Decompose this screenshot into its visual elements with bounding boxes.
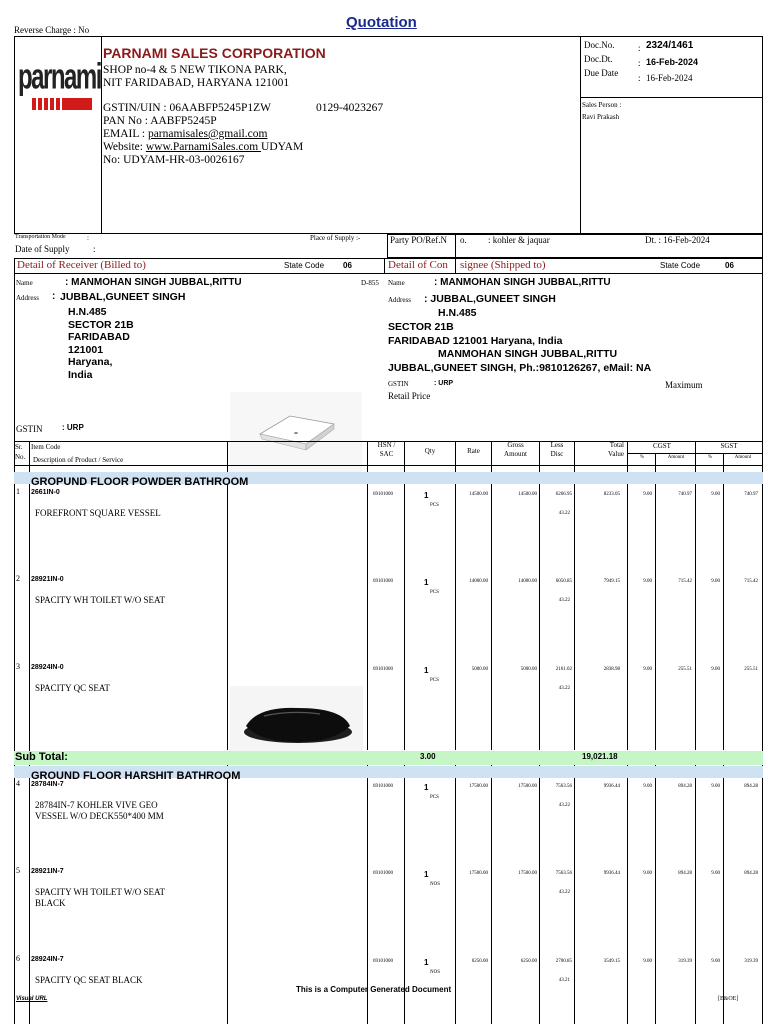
receiver-state-code-label: State Code [284, 261, 325, 270]
row-item-code: 28784IN-7 [31, 781, 64, 788]
row-sgst-amt: 319.39 [744, 959, 758, 964]
row-sgst-amt: 255.51 [744, 667, 758, 672]
row-item-code: 28924IN-7 [31, 956, 64, 963]
consignee-state-code: 06 [725, 261, 734, 270]
date-of-supply-label: Date of Supply [15, 244, 70, 254]
col-cgst: CGST [653, 442, 671, 450]
row-total: 8233.05 [603, 492, 620, 497]
col-sr: Sr. No. [15, 443, 26, 461]
consignee-address: SECTOR 21B FARIDABAD 121001 Haryana, India [388, 321, 563, 347]
row-gross: 14000.00 [518, 579, 537, 584]
row-cgst-pct: 9.00 [643, 667, 652, 672]
company-email: EMAIL : parnamisales@gmail.com [103, 128, 268, 140]
col-sgst-amt: Amount [734, 455, 752, 460]
row-sr: 5 [16, 866, 20, 875]
row-rate: 17500.00 [469, 871, 488, 876]
consignee-state-code-label: State Code [660, 261, 701, 270]
col-sgst-pct: % [707, 455, 713, 460]
row-hsn: 69101000 [373, 579, 393, 584]
row-gross: 17500.00 [518, 784, 537, 789]
row-qty: 1 [424, 666, 429, 675]
row-description: SPACITY QC SEAT BLACK [35, 975, 143, 985]
row-cgst-pct: 9.00 [643, 784, 652, 789]
row-cgst-pct: 9.00 [643, 871, 652, 876]
col-cgst-amt: Amount [667, 455, 685, 460]
row-rate: 6250.00 [471, 959, 488, 964]
row-cgst-pct: 9.00 [643, 579, 652, 584]
company-address: SHOP no-4 & 5 NEW TIKONA PARK, NIT FARIDABAD, HARYANA 121001 [103, 64, 290, 89]
website-link[interactable]: www.ParnamiSales.com [145, 141, 262, 153]
row-rate: 14000.00 [469, 579, 488, 584]
row-sgst-pct: 9.00 [711, 871, 720, 876]
row-disc-pct: 43.22 [558, 598, 570, 603]
col-qty: Qty [424, 447, 436, 455]
row-unit: NOS [430, 882, 441, 887]
col-disc: Less Disc [550, 441, 564, 458]
receiver-name-label: Name [16, 279, 33, 287]
row-unit: PCS [430, 795, 439, 800]
consignee-heading-b: signee (Shipped to) [460, 259, 546, 271]
row-sgst-amt: 894.28 [744, 871, 758, 876]
row-gross: 17500.00 [518, 871, 537, 876]
row-unit: PCS [430, 503, 439, 508]
row-item-code: 28921IN-0 [31, 576, 64, 583]
row-sgst-pct: 9.00 [711, 492, 720, 497]
computer-generated-note: This is a Computer Generated Document [296, 985, 452, 994]
row-gross: 14500.00 [518, 492, 537, 497]
row-cgst-amt: 740.97 [678, 492, 692, 497]
col-total: Total Value [608, 441, 624, 458]
company-logo: parnami [18, 60, 98, 110]
row-description: 28784IN-7 KOHLER VIVE GEO VESSEL W/O DECK550*400 MM [35, 800, 164, 821]
col-cgst-pct: % [639, 455, 645, 460]
row-sgst-amt: 715.42 [744, 579, 758, 584]
col-rate: Rate [467, 447, 480, 455]
eoe-note: [E&OE] [718, 996, 739, 1002]
consignee-address-line1: : JUBBAL,GUNEET SINGH [424, 293, 556, 305]
row-description: SPACITY WH TOILET W/O SEAT [35, 595, 166, 605]
row-qty: 1 [424, 578, 429, 587]
transport-mode-label: Transportation Mode [15, 234, 66, 240]
subtotal-value: 19,021.18 [582, 752, 618, 761]
receiver-address-line1: JUBBAL,GUNEET SINGH [60, 291, 186, 303]
receiver-heading: Detail of Receiver (Billed to) [17, 259, 146, 271]
row-item-code: 2661IN-0 [31, 489, 60, 496]
sales-person: Sales Person : Ravi Prakash [582, 101, 622, 121]
row-disc-pct: 43.22 [558, 890, 570, 895]
receiver-gstin-label: GSTIN [16, 424, 43, 434]
subtotal-row [14, 751, 763, 765]
row-sgst-pct: 9.00 [711, 579, 720, 584]
party-ref-date: Dt. : 16-Feb-2024 [645, 235, 710, 245]
row-description: SPACITY QC SEAT [35, 683, 110, 693]
place-of-supply-label: Place of Supply :- [310, 234, 361, 242]
row-total: 9936.44 [603, 871, 620, 876]
row-disc-pct: 43.22 [558, 511, 570, 516]
row-disc: 7563.56 [555, 871, 572, 876]
consignee-gstin: : URP [434, 380, 454, 387]
row-qty: 1 [424, 870, 429, 879]
row-item-code: 28921IN-7 [31, 868, 64, 875]
consignee-address-line5: MANMOHAN SINGH JUBBAL,RITTU [438, 348, 618, 360]
row-sr: 4 [16, 779, 20, 788]
consignee-gstin-label: GSTIN [388, 380, 409, 388]
row-description: FOREFRONT SQUARE VESSEL [35, 508, 161, 518]
row-sgst-pct: 9.00 [711, 784, 720, 789]
company-udyam: No: UDYAM-HR-03-0026167 [103, 154, 245, 166]
receiver-address: H.N.485 SECTOR 21B FARIDABAD 121001 Haryana, India [68, 306, 134, 381]
row-hsn: 69101000 [373, 667, 393, 672]
party-ref-value: : kohler & jaquar [488, 235, 550, 245]
receiver-state-code: 06 [343, 261, 352, 270]
row-disc-pct: 43.22 [558, 686, 570, 691]
consignee-address-line2: H.N.485 [438, 307, 477, 319]
doc-number: 2324/1461 [646, 40, 694, 51]
receiver-address-colon: : [52, 291, 56, 302]
email-link[interactable]: parnamisales@gmail.com [147, 128, 268, 140]
receiver-name: : MANMOHAN SINGH JUBBAL,RITTU [65, 277, 242, 288]
maximum-label: Maximum [665, 380, 703, 390]
consignee-address-label: Address [388, 296, 411, 304]
row-cgst-pct: 9.00 [643, 492, 652, 497]
consignee-name: : MANMOHAN SINGH JUBBAL,RITTU [434, 277, 611, 288]
row-disc-pct: 43.21 [558, 978, 570, 983]
row-sr: 2 [16, 574, 20, 583]
row-sr: 3 [16, 662, 20, 671]
row-sr: 6 [16, 954, 20, 963]
section-header: GROPUND FLOOR POWDER BATHROOM [14, 472, 763, 484]
due-date: 16-Feb-2024 [646, 73, 693, 83]
consignee-heading-a: Detail of Con [388, 259, 448, 271]
row-disc: 2161.02 [555, 667, 572, 672]
row-qty: 1 [424, 958, 429, 967]
reverse-charge: Reverse Charge : No [14, 25, 90, 35]
subtotal-label: Sub Total: [15, 751, 68, 763]
row-hsn: 69101000 [373, 959, 393, 964]
row-cgst-pct: 9.00 [643, 959, 652, 964]
date-of-supply-colon: : [93, 244, 96, 254]
company-phone: 0129-4023267 [316, 102, 384, 114]
row-disc: 6266.95 [555, 492, 572, 497]
consignee-name-label: Name [388, 279, 405, 287]
party-ref-o: o. [460, 235, 467, 245]
row-item-code: 28924IN-0 [31, 664, 64, 671]
section-header: GROUND FLOOR HARSHIT BATHROOM [14, 766, 763, 778]
doc-colons: : : : [638, 43, 641, 83]
row-disc-pct: 43.22 [558, 803, 570, 808]
row-sgst-amt: 894.28 [744, 784, 758, 789]
row-unit: PCS [430, 590, 439, 595]
row-total: 2838.98 [603, 667, 620, 672]
consignee-address-line6: JUBBAL,GUNEET SINGH, Ph.:9810126267, eMail: NA [388, 362, 652, 374]
row-cgst-amt: 255.51 [678, 667, 692, 672]
col-sgst: SGST [720, 442, 738, 450]
row-rate: 14500.00 [469, 492, 488, 497]
retail-price-label: Retail Price [388, 391, 431, 401]
row-cgst-amt: 894.28 [678, 784, 692, 789]
row-qty: 1 [424, 491, 429, 500]
row-rate: 17500.00 [469, 784, 488, 789]
visual-url-link[interactable]: Visual URL [16, 996, 48, 1002]
document-title: Quotation [346, 14, 417, 31]
party-ref-label: Party PO/Ref.N [390, 235, 447, 245]
row-rate: 5000.00 [471, 667, 488, 672]
company-pan: PAN No : AABFP5245P [103, 115, 217, 127]
col-item-code: Item Code [31, 443, 61, 451]
row-cgst-amt: 894.28 [678, 871, 692, 876]
col-gross: Gross Amount [504, 441, 527, 458]
row-qty: 1 [424, 783, 429, 792]
receiver-address-label: Address [16, 294, 39, 302]
receiver-gstin: : URP [62, 423, 84, 432]
row-sgst-pct: 9.00 [711, 667, 720, 672]
row-total: 9936.44 [603, 784, 620, 789]
row-disc: 7563.56 [555, 784, 572, 789]
row-cgst-amt: 715.42 [678, 579, 692, 584]
doc-date: 16-Feb-2024 [646, 57, 699, 67]
col-hsn: HSN / SAC [377, 441, 396, 458]
product-image-vessel-white [230, 392, 362, 474]
doc-labels: Doc.No. Doc.Dt. Due Date [584, 40, 619, 78]
company-name: PARNAMI SALES CORPORATION [103, 45, 326, 61]
row-sgst-amt: 740.97 [744, 492, 758, 497]
row-disc: 2700.85 [555, 959, 572, 964]
row-hsn: 69101000 [373, 492, 393, 497]
row-hsn: 69101000 [373, 784, 393, 789]
row-gross: 6250.00 [520, 959, 537, 964]
row-description: SPACITY WH TOILET W/O SEAT BLACK [35, 887, 166, 908]
company-gstin: GSTIN/UIN : 06AABFP5245P1ZW [103, 102, 272, 114]
transport-mode-colon: : [87, 234, 89, 242]
receiver-ref: D-855 [361, 279, 379, 287]
row-hsn: 69101000 [373, 871, 393, 876]
subtotal-qty: 3.00 [420, 752, 436, 761]
col-description: Description of Product / Service [33, 456, 124, 464]
row-gross: 5000.00 [520, 667, 537, 672]
row-disc: 6050.85 [555, 579, 572, 584]
row-total: 7949.15 [603, 579, 620, 584]
row-sgst-pct: 9.00 [711, 959, 720, 964]
row-unit: PCS [430, 678, 439, 683]
company-website: Website: www.ParnamiSales.com UDYAM [103, 141, 304, 153]
row-unit: NOS [430, 970, 441, 975]
row-sr: 1 [16, 487, 20, 496]
row-total: 3549.15 [603, 959, 620, 964]
row-cgst-amt: 319.39 [678, 959, 692, 964]
